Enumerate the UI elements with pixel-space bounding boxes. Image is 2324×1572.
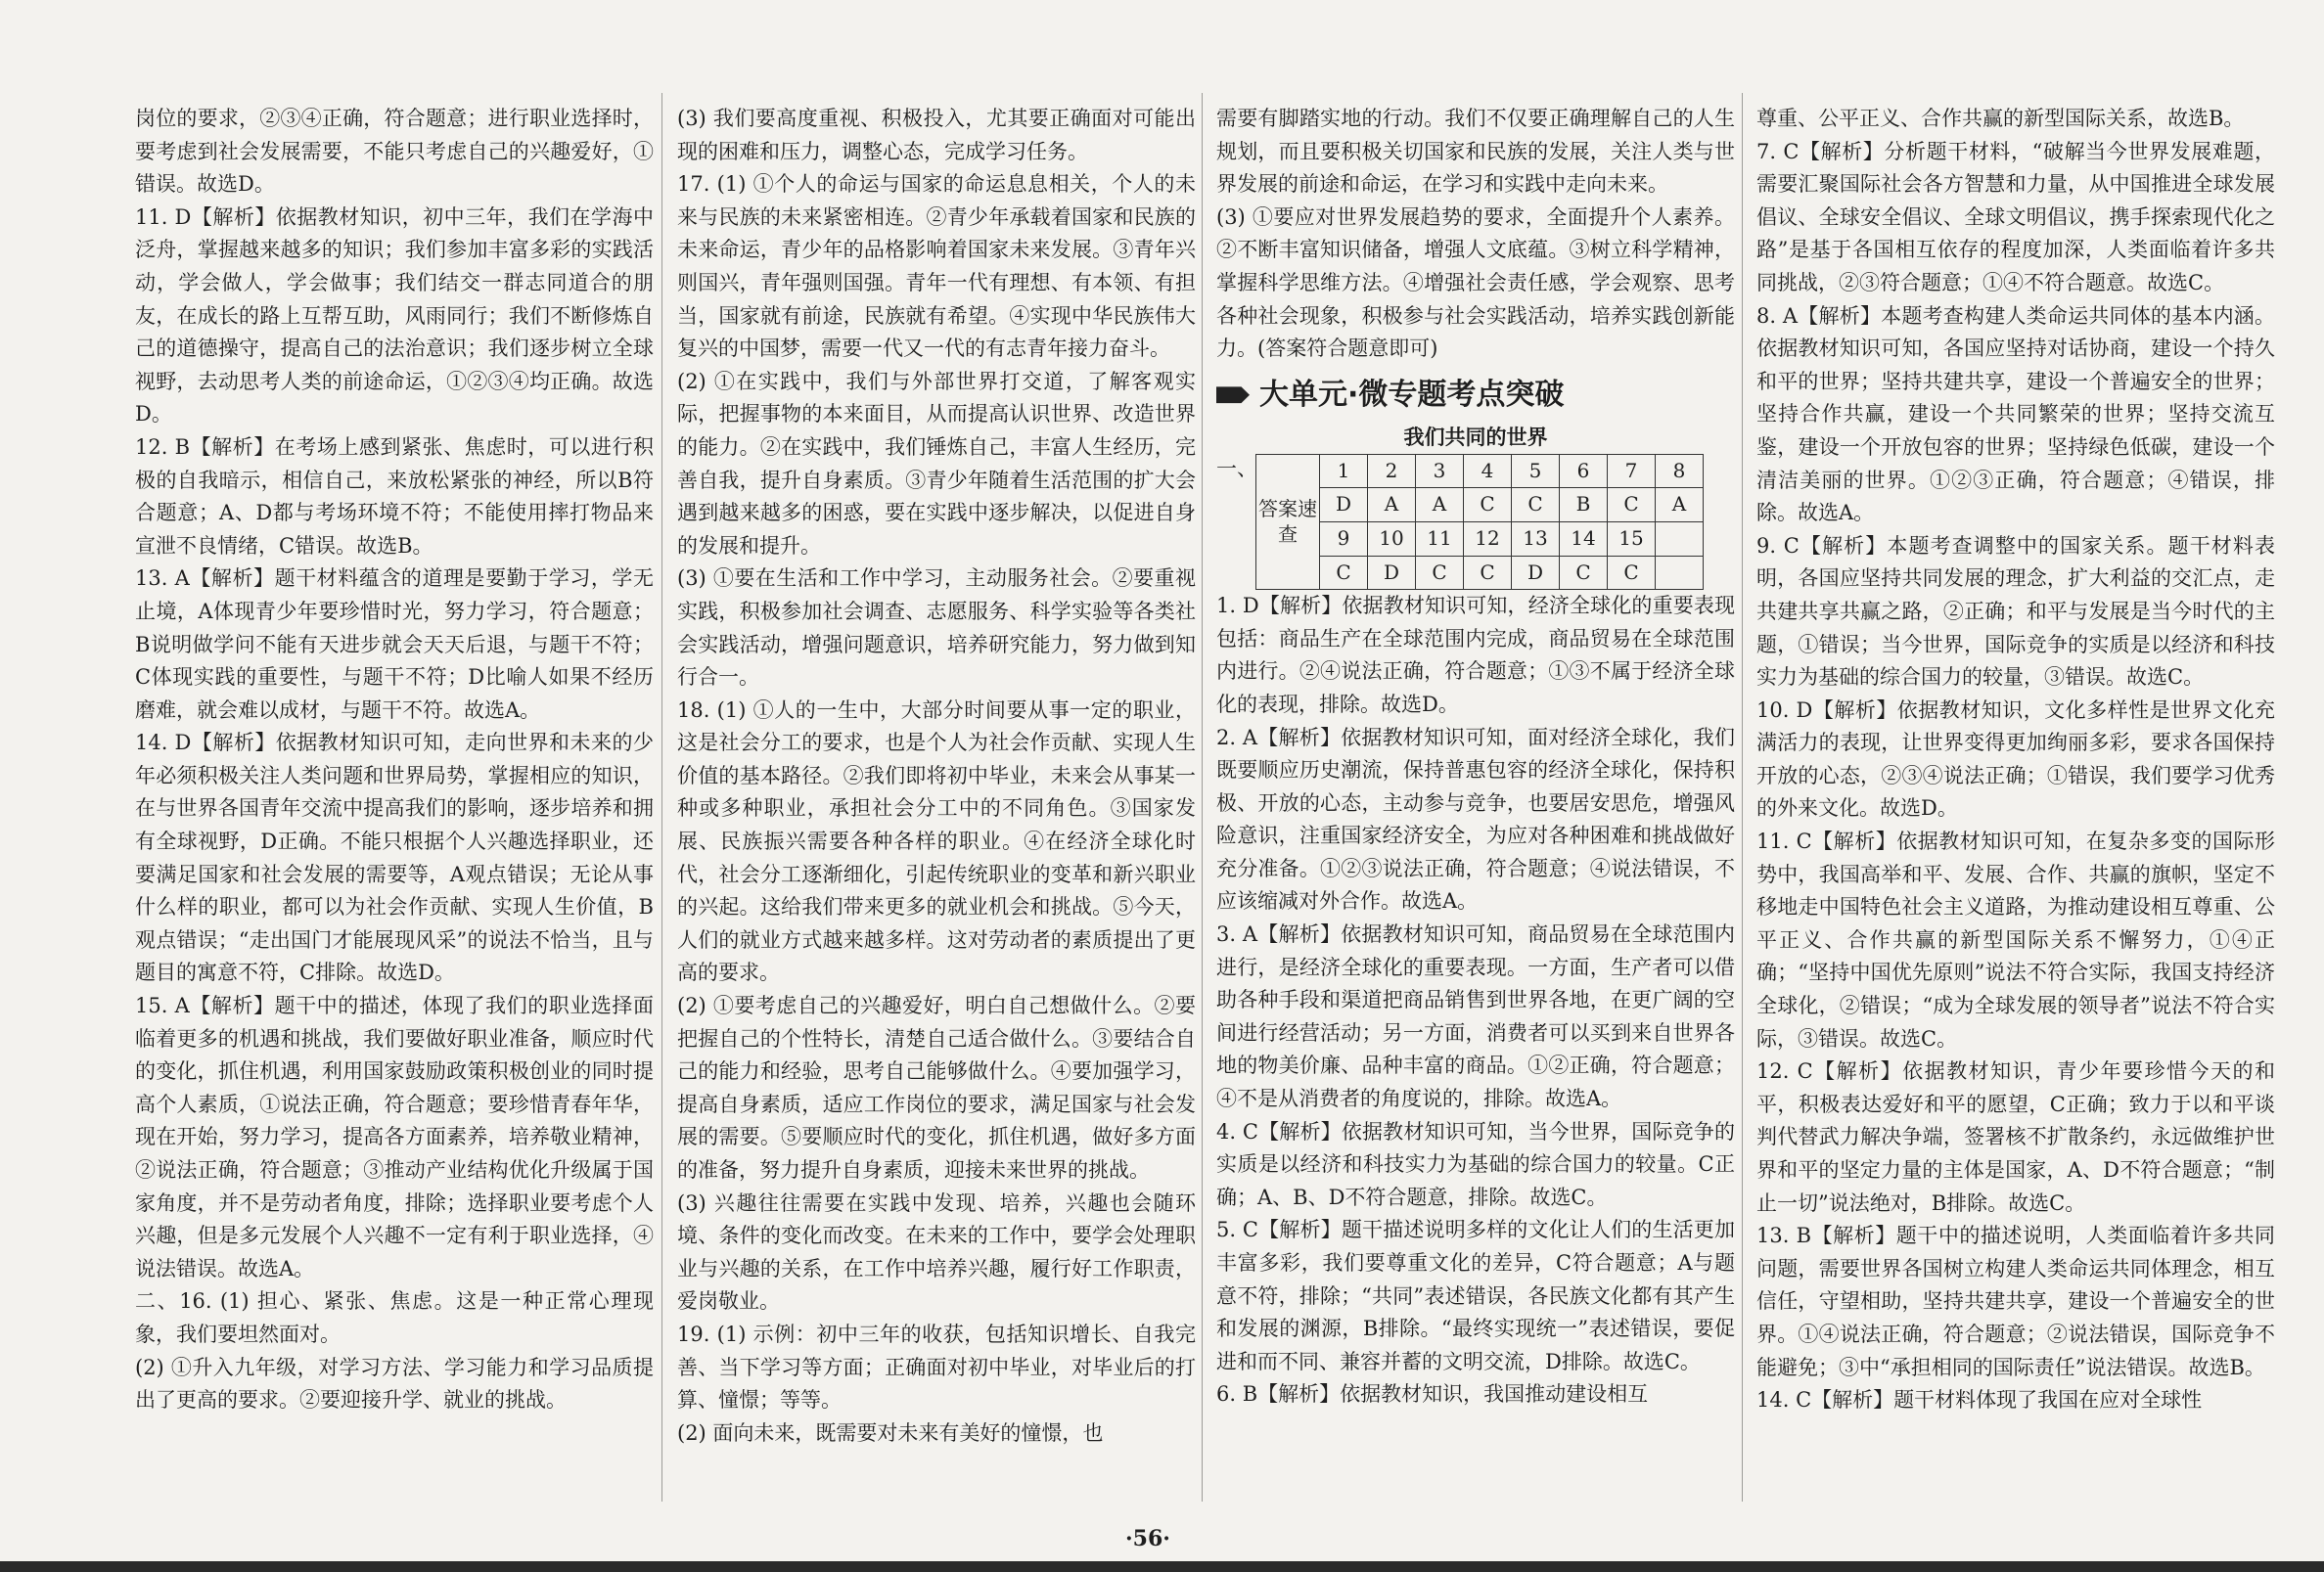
table-row (1256, 521, 1704, 556)
answer-table-label: 答案速查 (1256, 454, 1320, 589)
table-cell: D (1368, 556, 1416, 590)
paragraph: 13. A【解析】题干材料蕴含的道理是要勤于学习，学无止境，A体现青少年要珍惜时光，努力学习，符合题意；B说明做学问不能有天进步就会天天后退，与题干不符；C体现实践的重要性，与题干不符；D比喻人如果不经历磨难，就会难以成材，与题干不符。故选A。 (135, 566, 654, 722)
paragraph: 12. C【解析】依据教材知识，青少年要珍惜今天的和平，积极表达爱好和平的愿望，C正确；致力于以和平谈判代替武力解决争端，签署核不扩散条约，永远做维护世界和平的坚定力量的主体是国家，A、D不符合题意；“制止一切”说法绝对，B排除。故选C。 (1756, 1059, 2275, 1215)
table-cell: 13 (1512, 521, 1560, 556)
paragraph: 7. C【解析】分析题干材料，“破解当今世界发展难题，需要汇聚国际社会各方智慧和力量，从中国推进全球发展倡议、全球安全倡议、全球文明倡议，携手探索现代化之路”是基于各国相互依存的程度加深，人类面临着许多共同挑战，②③符合题意；①④不符合题意。故选C。 (1756, 139, 2275, 294)
paragraph: 3. A【解析】依据教材知识可知，商品贸易在全球范围内进行，是经济全球化的重要表现。一方面，生产者可以借助各种手段和渠道把商品销售到世界各地，在更广阔的空间进行经营活动；另一方面，消费者可以买到来自世界各地的物美价廉、品种丰富的商品。①②正确，符合题意；④不是从消费者的角度说的，排除。故选A。 (1216, 922, 1735, 1111)
table-cell: C (1320, 556, 1368, 590)
paragraph: 14. C【解析】题干材料体现了我国在应对全球性 (1756, 1388, 2203, 1413)
column-4 (1756, 103, 2275, 1417)
paragraph: 岗位的要求，②③④正确，符合题意；进行职业选择时，要考虑到社会发展需要，不能只考虑自己的兴趣爱好，①错误。故选D。 (135, 107, 654, 197)
table-cell: D (1320, 488, 1368, 522)
column-divider (661, 93, 662, 1502)
paragraph: (2) ①在实践中，我们与外部世界打交道，了解客观实际，把握事物的本来面目，从而提高认识世界、改造世界的能力。②在实践中，我们锤炼自己，丰富人生经历，完善自我，提升自身素质。③青少年随着生活范围的扩大会遇到越来越多的困惑，要在实践中逐步解决，以促进自身的发展和提升。 (677, 369, 1196, 558)
table-row (1256, 556, 1704, 590)
paragraph: 尊重、公平正义、合作共赢的新型国际关系，故选B。 (1756, 107, 2245, 130)
scan-edge (0, 1561, 2324, 1572)
paragraph: 2. A【解析】依据教材知识可知，面对经济全球化，我们既要顺应历史潮流，保持普惠包容的经济全球化，保持积极、开放的心态，主动参与竞争，也要居安思危，增强风险意识，注重国家经济安全，为应对各种困难和挑战做好充分准备。①②③说法正确，符合题意；④说法错误，不应该缩减对外合作。故选A。 (1216, 725, 1735, 914)
table-cell: C (1512, 488, 1560, 522)
paragraph: 6. B【解析】依据教材知识，我国推动建设相互 (1216, 1382, 1649, 1407)
paragraph: (2) 面向未来，既需要对未来有美好的憧憬，也 (677, 1420, 1104, 1445)
answer-table-block (1216, 454, 1735, 590)
paragraph: 需要有脚踏实地的行动。我们不仅要正确理解自己的人生规划，而且要积极关切国家和民族的发展，关注人类与世界发展的前途和命运，在学习和实践中走向未来。 (1216, 107, 1735, 197)
table-cell: D (1512, 556, 1560, 590)
paragraph: 11. C【解析】依据教材知识可知，在复杂多变的国际形势中，我国高举和平、发展、合作、共赢的旗帜，坚定不移地走中国特色社会主义道路，为推动建设相互尊重、公平正义、合作共赢的新型国际关系不懈努力，①④正确；“坚持中国优先原则”说法不符合实际，我国支持经济全球化，②错误；“成为全球发展的领导者”说法不符合实际，③错误。故选C。 (1756, 830, 2275, 1051)
column-1 (135, 103, 654, 1417)
column-3 (1216, 103, 1735, 1412)
table-cell: 14 (1560, 521, 1608, 556)
paragraph: 19. (1) 示例：初中三年的收获，包括知识增长、自我完善、当下学习等方面；正确面对初中毕业，对毕业后的打算、憧憬；等等。 (677, 1322, 1196, 1413)
table-cell: 11 (1416, 521, 1464, 556)
table-cell: C (1464, 488, 1512, 522)
paragraph: 二、16. (1) 担心、紧张、焦虑。这是一种正常心理现象，我们要坦然面对。 (135, 1289, 654, 1346)
column-divider (1202, 93, 1203, 1502)
table-cell: C (1416, 556, 1464, 590)
table-cell: C (1608, 488, 1656, 522)
column-2 (677, 103, 1196, 1450)
table-cell: A (1416, 488, 1464, 522)
paragraph: 11. D【解析】依据教材知识，初中三年，我们在学海中泛舟，掌握越来越多的知识；我们参加丰富多彩的实践活动，学会做人，学会做事；我们结交一群志同道合的朋友，在成长的路上互帮互助，风雨同行；我们不断修炼自己的道德操守，提高自己的法治意识；我们逐步树立全球视野，去动思考人类的前途命运，①②③④均正确。故选D。 (135, 204, 654, 427)
part-number: 一、 (1216, 456, 1257, 480)
table-cell: 8 (1656, 454, 1704, 488)
section-title: 大单元·微专题考点突破 (1259, 377, 1565, 412)
paragraph: 15. A【解析】题干中的描述，体现了我们的职业选择面临着更多的机遇和挑战，我们要做好职业准备，顺应时代的变化，抓住机遇，利用国家鼓励政策积极创业的同时提高个人素质，①说法正确，符合题意；要珍惜青春年华，现在开始，努力学习，提高各方面素养，培养敬业精神，②说法正确，符合题意；③推动产业结构优化升级属于国家角度，并不是劳动者角度，排除；选择职业要考虑个人兴趣，但是多元发展个人兴趣不一定有利于职业选择，④说法错误。故选A。 (135, 994, 654, 1280)
table-cell (1656, 521, 1704, 556)
table-cell: A (1656, 488, 1704, 522)
table-cell: A (1368, 488, 1416, 522)
table-cell: C (1608, 556, 1656, 590)
paragraph: 17. (1) ①个人的命运与国家的命运息息相关，个人的未来与民族的未来紧密相连。②青少年承载着国家和民族的未来命运，青少年的品格影响着国家未来发展。③青年兴则国兴，青年强则国强。青年一代有理想、有本领、有担当，国家就有前途，民族就有希望。④实现中华民族伟大复兴的中国梦，需要一代又一代的有志青年接力奋斗。 (677, 172, 1196, 361)
section-heading (1216, 374, 1735, 417)
paragraph: 12. B【解析】在考场上感到紧张、焦虑时，可以进行积极的自我暗示，相信自己，来放松紧张的神经，所以B符合题意；A、D都与考场环境不符；不能使用摔打物品来宣泄不良情绪，C错误。故选B。 (135, 434, 654, 558)
paragraph: 13. B【解析】题干中的描述说明，人类面临着许多共同问题，需要世界各国树立构建人类命运共同体理念，相互信任，守望相助，坚持共建共享，建设一个普遍安全的世界。①④说法正确，符合题意；②说法错误，国际竞争不能避免；③中“承担相同的国际责任”说法错误。故选B。 (1756, 1224, 2275, 1379)
paragraph: 5. C【解析】题干描述说明多样的文化让人们的生活更加丰富多彩，我们要尊重文化的差异，C符合题意；A与题意不符，排除；“共同”表述错误，各民族文化都有其产生和发展的渊源，B排除。“最终实现统一”表述错误，要促进和而不同、兼容并蓄的文明交流，D排除。故选C。 (1216, 1218, 1735, 1373)
paragraph: (3) ①要在生活和工作中学习，主动服务社会。②要重视实践，积极参加社会调查、志愿服务、科学实验等各类社会实践活动，增强问题意识，培养研究能力，努力做到知行合一。 (677, 566, 1196, 690)
paragraph: 9. C【解析】本题考查调整中的国家关系。题干材料表明，各国应坚持共同发展的理念，扩大利益的交汇点，走共建共享共赢之路，②正确；和平与发展是当今时代的主题，①错误；当今世界，国际竞争的实质是以经济和科技实力为基础的综合国力的较量，③错误。故选C。 (1756, 533, 2275, 690)
table-cell: B (1560, 488, 1608, 522)
table-cell: 6 (1560, 454, 1608, 488)
paragraph: 8. A【解析】本题考查构建人类命运共同体的基本内涵。依据教材知识可知，各国应坚持对话协商，建设一个持久和平的世界；坚持共建共享，建设一个普遍安全的世界；坚持合作共赢，建设一个共同繁荣的世界；坚持交流互鉴，建设一个开放包容的世界；坚持绿色低碳，建设一个清洁美丽的世界。①②③正确，符合题意；④错误，排除。故选A。 (1756, 303, 2275, 525)
arrow-banner-icon (1216, 383, 1250, 407)
table-cell: C (1560, 556, 1608, 590)
paragraph: (3) ①要应对世界发展趋势的要求，全面提升个人素养。②不断丰富知识储备，增强人文底蕴。③树立科学精神，掌握科学思维方法。④增强社会责任感，学会观察、思考各种社会现象，积极参与社会实践活动，培养实践创新能力。(答案符合题意即可) (1216, 204, 1735, 361)
table-cell: C (1464, 556, 1512, 590)
paragraph: (2) ①升入九年级，对学习方法、学习能力和学习品质提出了更高的要求。②要迎接升学、就业的挑战。 (135, 1355, 654, 1413)
paragraph: (3) 兴趣往往需要在实践中发现、培养，兴趣也会随环境、条件的变化而改变。在未来的工作中，要学会处理职业与兴趣的关系，在工作中培养兴趣，履行好工作职责，爱岗敬业。 (677, 1190, 1196, 1314)
table-cell: 7 (1608, 454, 1656, 488)
table-cell: 10 (1368, 521, 1416, 556)
page-number: ·56· (1125, 1526, 1170, 1551)
table-cell: 1 (1320, 454, 1368, 488)
paragraph: (3) 我们要高度重视、积极投入，尤其要正确面对可能出现的困难和压力，调整心态，完成学习任务。 (677, 107, 1196, 163)
table-cell: 4 (1464, 454, 1512, 488)
paragraph: 1. D【解析】依据教材知识可知，经济全球化的重要表现包括：商品生产在全球范围内完成，商品贸易在全球范围内进行。②④说法正确，符合题意；①③不属于经济全球化的表现，排除。故选D。 (1216, 594, 1735, 716)
table-row (1256, 454, 1704, 488)
paragraph: 10. D【解析】依据教材知识，文化多样性是世界文化充满活力的表现，让世界变得更加绚丽多彩，要求各国保持开放的心态，②③④说法正确；①错误，我们要学习优秀的外来文化。故选D。 (1756, 697, 2275, 821)
table-cell: 5 (1512, 454, 1560, 488)
table-cell: 3 (1416, 454, 1464, 488)
paragraph: 14. D【解析】依据教材知识可知，走向世界和未来的少年必须积极关注人类问题和世界局势，掌握相应的知识，在与世界各国青年交流中提高我们的影响，逐步培养和拥有全球视野，D正确。不能只根据个人兴趣选择职业，还要满足国家和社会发展的需要等，A观点错误；无论从事什么样的职业，都可以为社会作贡献、实现人生价值，B观点错误；“走出国门才能展现风采”的说法不恰当，且与题目的寓意不符，C排除。故选D。 (135, 731, 654, 985)
paragraph: 18. (1) ①人的一生中，大部分时间要从事一定的职业，这是社会分工的要求，也是个人为社会作贡献、实现人生价值的基本路径。②我们即将初中毕业，未来会从事某一种或多种职业，承担社会分工中的不同角色。③国家发展、民族振兴需要各种各样的职业。④在经济全球化时代，社会分工逐渐细化，引起传统职业的变革和新兴职业的兴起。这给我们带来更多的就业机会和挑战。⑤今天，人们的就业方式越来越多样。这对劳动者的素质提出了更高的要求。 (677, 697, 1196, 985)
table-cell: 9 (1320, 521, 1368, 556)
paragraph: 4. C【解析】依据教材知识可知，当今世界，国际竞争的实质是以经济和科技实力为基础的综合国力的较量。C正确；A、B、D不符合题意，排除。故选C。 (1216, 1119, 1735, 1209)
table-cell (1656, 556, 1704, 590)
table-cell: 15 (1608, 521, 1656, 556)
table-cell: 12 (1464, 521, 1512, 556)
answer-table (1255, 454, 1704, 590)
section-subtitle: 我们共同的世界 (1403, 425, 1548, 449)
column-divider (1742, 93, 1743, 1502)
table-row (1256, 488, 1704, 522)
paragraph: (2) ①要考虑自己的兴趣爱好，明白自己想做什么。②要把握自己的个性特长，清楚自己适合做什么。③要结合自己的能力和经验，思考自己能够做什么。④要加强学习，提高自身素质，适应工作岗位的要求，满足国家与社会发展的需要。⑤要顺应时代的变化，抓住机遇，做好多方面的准备，努力提升自身素质，迎接未来世界的挑战。 (677, 994, 1196, 1182)
table-cell: 2 (1368, 454, 1416, 488)
